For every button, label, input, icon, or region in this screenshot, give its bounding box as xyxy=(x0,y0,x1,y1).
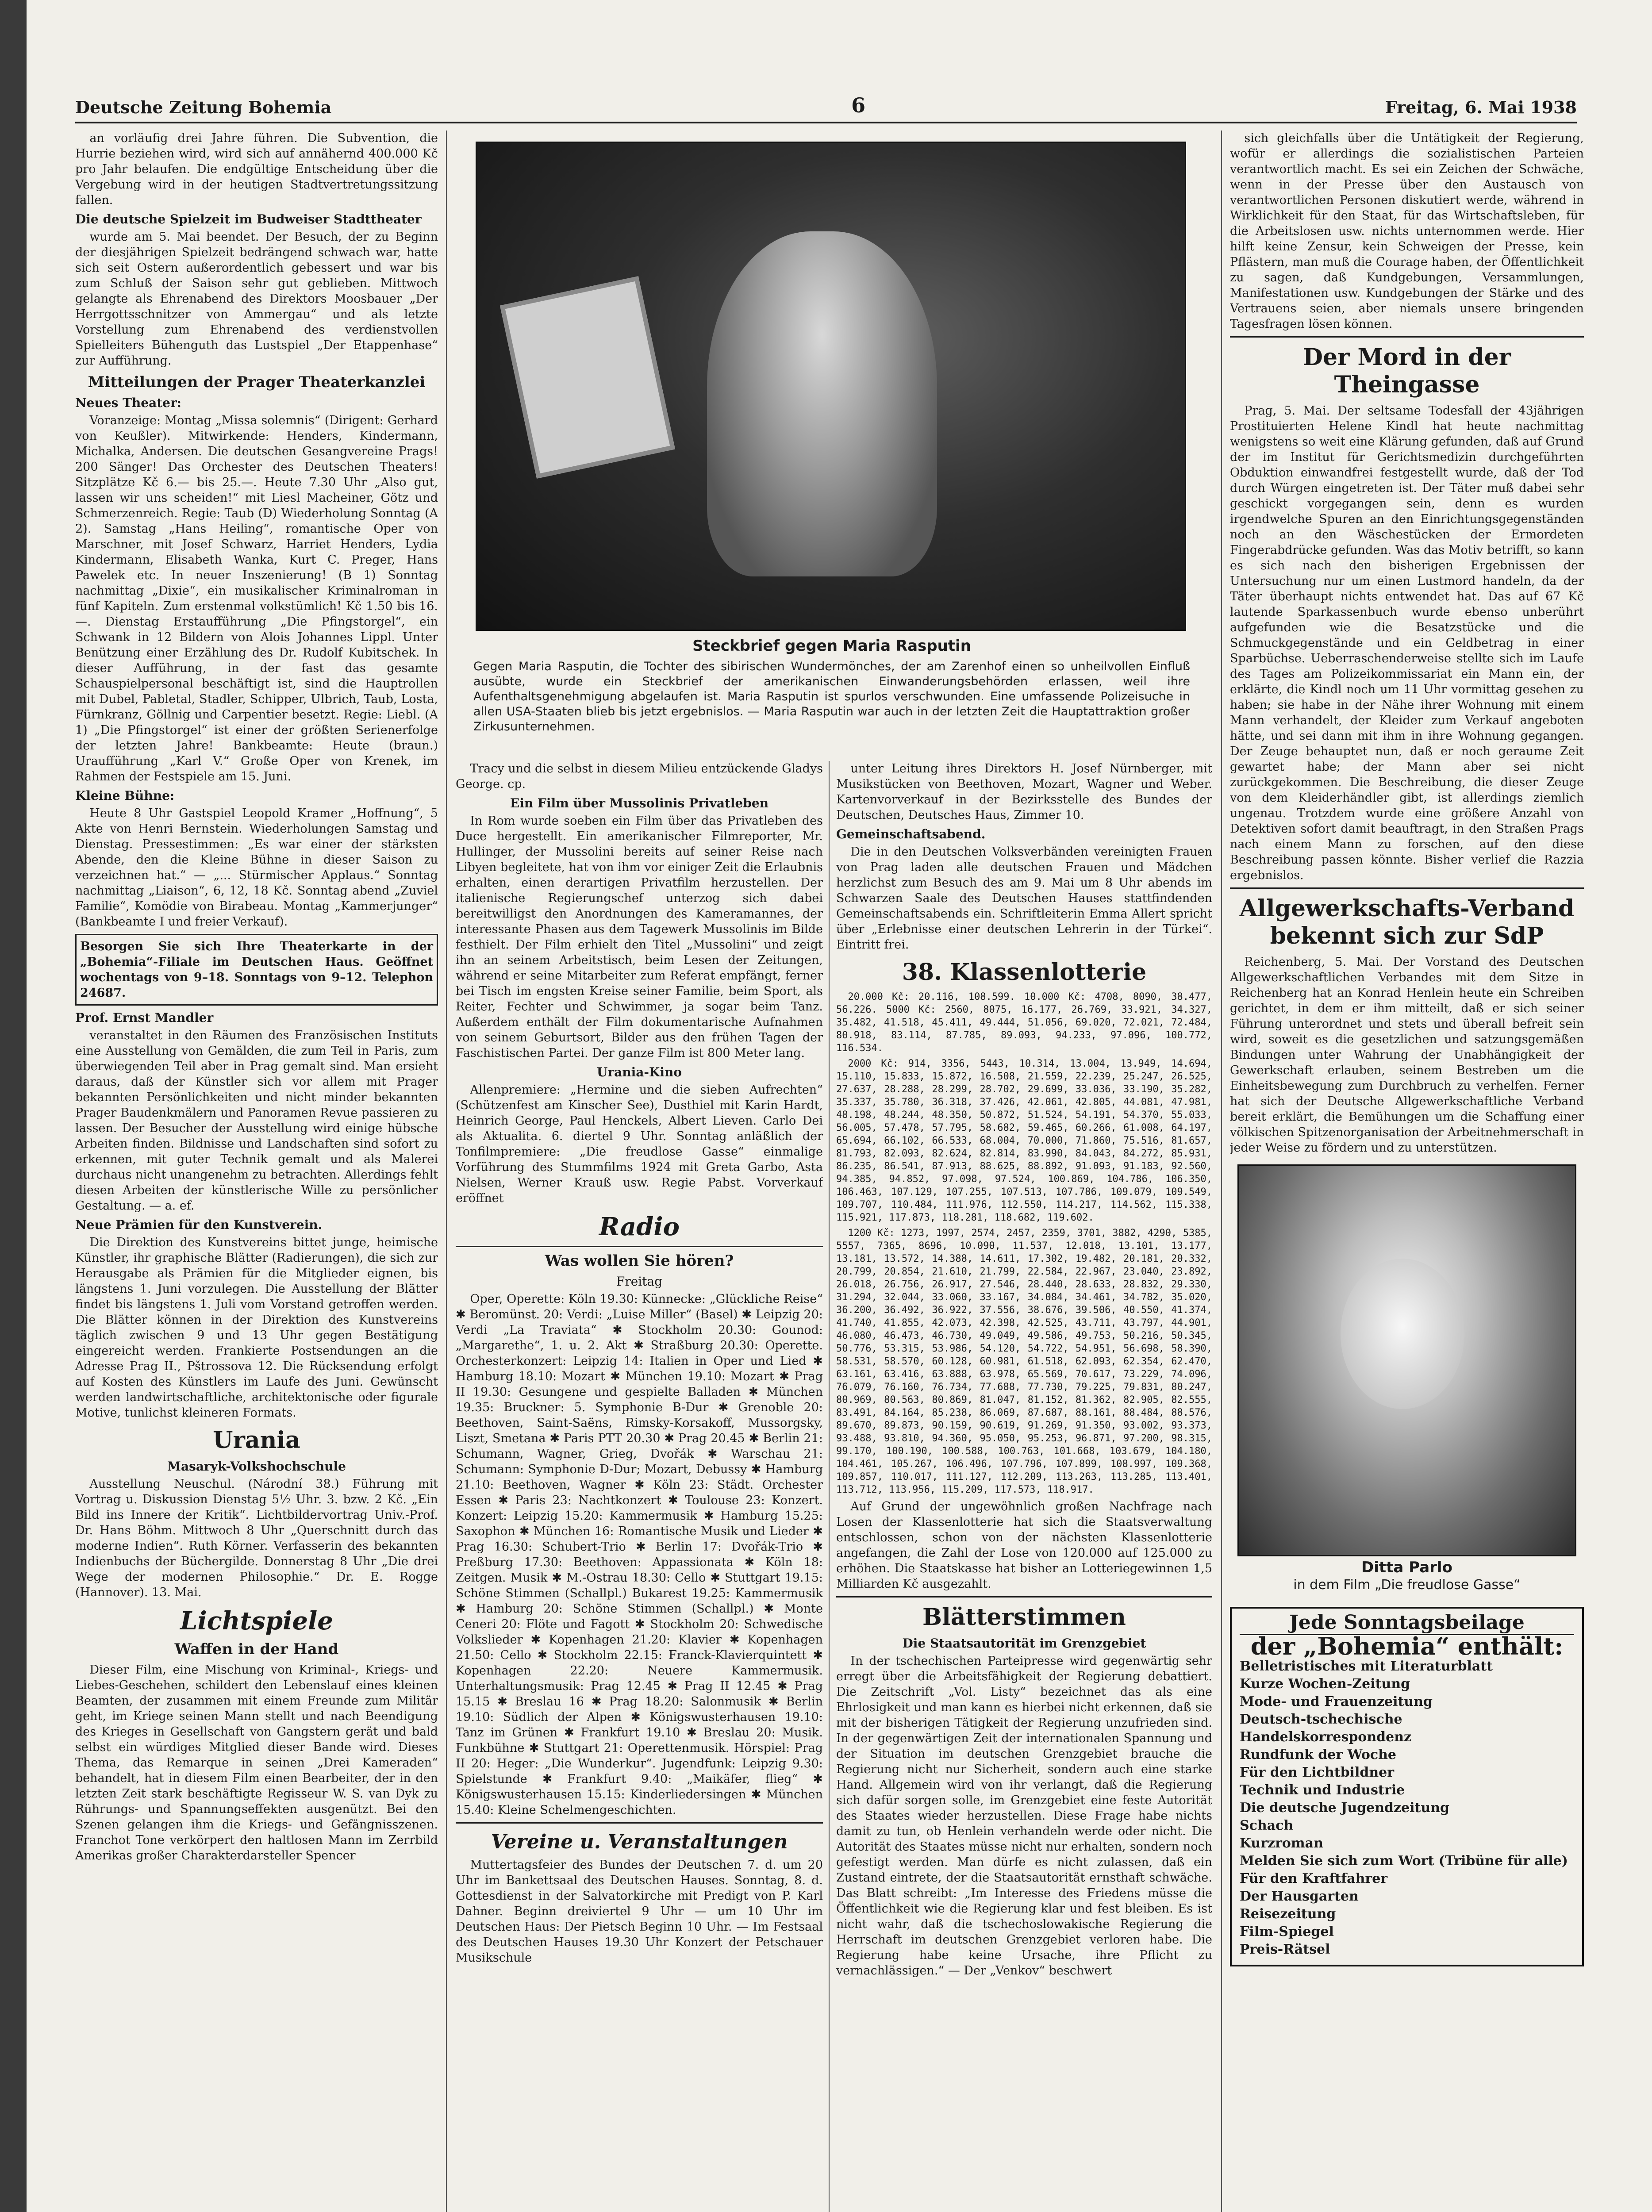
article-heading: Ein Film über Mussolinis Privatleben xyxy=(510,796,769,810)
ticket-box xyxy=(75,934,438,1006)
photo-caption-text: in dem Film „Die freudlose Gasse“ xyxy=(1293,1577,1521,1593)
section-title: Urania xyxy=(213,1427,300,1454)
subheading: Prof. Ernst Mandler xyxy=(75,1010,214,1025)
section-title: Allgewerkschafts-Verband bekennt sich zur SdP xyxy=(1239,895,1575,949)
lottery-line: 2000 Kč: 914, 3356, 5443, 10.314, 13.004, 13.949, 14.694, 15.110, 15.833, 15.872, 16.508, 21.559, 22.239, 25.247, 26.525, 27.637, 28.288, 28.299, 28.702, 29.699, 33.036, 33.190, 35.282, 35.337, 35.780, 36.318, 37.426, 42.061, 42.805, 44.081, 47.981, 48.198, 48.244, 48.350, 50.872, 51.524, 54.191, 54.370, 55.033, 56.005, 57.478, 57.795, 58.682, 59.465, 60.266, 61.008, 64.197, 65.694, 66.102, 66.533, 68.004, 70.000, 71.860, 75.516, 81.657, 81.793, 82.093, 82.624, 82.814, 83.990, 84.043, 84.272, 85.931, 86.235, 86.541, 87.913, 88.625, 88.892, 91.093, 91.183, 92.560, 94.385, 94.852, 97.098, 97.524, 100.869, 104.786, 106.350, 106.463, 107.129, 107.255, 107.513, 107.786, 109.079, 109.549, 109.707, 110.484, 111.976, 112.550, 114.217, 114.562, 115.338, 115.921, 117.873, 118.281, 118.682, 119.602. xyxy=(836,1058,1212,1223)
photo-name: Ditta Parlo xyxy=(1361,1559,1452,1576)
list-item: Schach xyxy=(1240,1818,1294,1833)
list-item: Belletristisches mit Literaturblatt xyxy=(1240,1659,1493,1674)
photo-title: Steckbrief gegen Maria Rasputin xyxy=(692,637,971,655)
column-1 xyxy=(75,131,438,2212)
list-item: Der Hausgarten xyxy=(1240,1889,1359,1904)
column-2 xyxy=(456,761,823,2212)
section-title: Lichtspiele xyxy=(180,1606,333,1636)
sunday-supplement-box xyxy=(1230,1607,1584,1966)
list-item: Melden Sie sich zum Wort (Tribüne für alle) xyxy=(1240,1853,1568,1869)
column-divider xyxy=(829,761,830,2212)
subheading: Neues Theater: xyxy=(75,396,182,410)
article-text: wurde am 5. Mai beendet. Der Besuch, der zu Beginn der diesjährigen Spielzeit bedrängend schwach war, hatte sich seit Ostern außerordentlich gebessert und war bis zum Schluß der Saison sehr gut geblieben. Mittwoch gelangte als Ehrenabend des Direktors Moosbauer „Der Herrgottsschnitzer von Ammergau“ und als letzte Vorstellung zum Ehrenabend des verdienstvollen Spielleiters Bühenguth das Lustspiel „Der Etappenhase“ zur Aufführung. xyxy=(75,230,438,368)
subheading: Urania-Kino xyxy=(596,1065,682,1079)
article-text: Muttertagsfeier des Bundes der Deutschen 7. d. um 20 Uhr im Bankettsaal des Deutschen Hauses. Sonntag, 8. d. Gottesdienst in der Salvatorkirche mit Predigt von P. Karl Dahner. Beginn dreiviertel 9 Uhr — um 10 Uhr im Deutschen Haus: Der Pietsch Beginn 10 Uhr. — Im Festsaal des Deutschen Hauses 19.30 Uhr Konzert der Petschauer Musikschule xyxy=(456,1858,823,1965)
article-text: Tracy und die selbst in diesem Milieu entzückende Gladys George. cp. xyxy=(456,762,823,791)
article-text: Auf Grund der ungewöhnlich großen Nachfrage nach Losen der Klassenlotterie hat sich die Staatsverwaltung entschlossen, schon von der nächsten Klassenlotterie angefangen, die Zahl der Lose von 120.000 auf 125.000 zu erhöhen. Die Staatskasse hat bisher an Lotteriegewinnen 1,5 Milliarden Kč ausgezahlt. xyxy=(836,1500,1212,1591)
article-text: Heute 8 Uhr Gastspiel Leopold Kramer „Hoffnung“, 5 Akte von Henri Bernstein. Wiederholungen Samstag und Dienstag. Pressestimmen: „Es war einer der stärksten Abende, den die Kleine Bühne in dieser Saison zu verzeichnen hat.“ — „... Stürmischer Applaus.“ Sonntag nachmittag „Liaison“, 6, 12, 18 Kč. Sonntag abend „Zuviel Familie“, Komödie von Birabeau. Montag „Kammerjunger“ (Bankbeamte I und freier Verkauf). xyxy=(75,806,438,929)
list-item: Für den Kraftfahrer xyxy=(1240,1871,1388,1886)
article-text: Die in den Deutschen Volksverbänden vereinigten Frauen von Prag laden alle deutschen Frauen und Mädchen herzlichst zum Besuch des am 9. Mai um 8 Uhr abends im Schwarzen Saale des Deutschen Hauses stattfindenden Gemeinschaftsabends ein. Schriftleiterin Emma Allert spricht über „Erlebnisse einer deutschen Lehrerin in der Türkei“. Eintritt frei. xyxy=(836,845,1212,952)
article-heading: Die deutsche Spielzeit im Budweiser Stadttheater xyxy=(75,212,422,227)
article-text: In Rom wurde soeben ein Film über das Privatleben des Duce hergestellt. Ein amerikanischer Filmreporter, Mr. Hullinger, der Mussolini bereits auf seiner Reise nach Libyen begleitete, hat von ihm vor einiger Zeit die Erlaubnis erhalten, einen derartigen Privatfilm herzustellen. Der italienische Regierungschef unterzog sich dabei bereitwilligst den Anordnungen des Kameramannes, der interessante Phasen aus dem Tagewerk Mussolinis im Bilde festhielt. Der Film erhielt den Titel „Mussolini“ und zeigt ihn an seinem Arbeitstisch, beim Lesen der Zeitungen, während er seine Mitarbeiter zum Referat empfängt, ferner bei Tisch im engsten Kreise seiner Familie, beim Sport, als Reiter, Fechter und Schwimmer, ja sogar beim Tanz. Außerdem enthält der Film dokumentarische Aufnahmen von seinem Geburtsort, Bilder aus den frühen Tagen der Faschistischen Partei. Der ganze Film ist 800 Meter lang. xyxy=(456,814,823,1060)
list-item: Kurze Wochen-Zeitung xyxy=(1240,1676,1410,1692)
rule xyxy=(1230,336,1584,338)
rule xyxy=(1230,887,1584,889)
article-text: Die Direktion des Kunstvereins bittet junge, heimische Künstler, ihr graphische Blätter (Radierungen), die sich zur Herausgabe als Prämien für die Mitglieder eignen, bis längstens 1. Juni vorzulegen. Die Ausstellung der Blätter findet bis längstens 1. Juli vom Vorstand getroffen werden. Die Blätter können in der Direktion des Kunstvereins täglich zwischen 9 und 13 Uhr gegen Bestätigung eingereicht werden. Frankierte Postsendungen an die Adresse Prag II., Pštrossova 12. Die Rücksendung erfolgt auf Kosten des Künstlers im Laufe des Juni. Gewünscht werden landwirtschaftliche, architektonische oder figurale Motive, tunlichst kleineren Formats. xyxy=(75,1236,438,1420)
masthead: Deutsche Zeitung Bohemia xyxy=(75,97,332,117)
subheading: Masaryk-Volkshochschule xyxy=(167,1459,346,1474)
article-text: sich gleichfalls über die Untätigkeit der Regierung, wofür er allerdings die sozialistischen Parteien verantwortlich macht. Es sei ein Zeichen der Schwäche, wenn in der Presse über den Austausch von verantwortlichen Personen diskutiert werde, während in Wirklichkeit für den Staat, für das Wirtschaftsleben, für die Arbeitslosen usw. nichts unternommen werde. Hier hilft keine Zensur, kein Schweigen der Presse, kein Pflästern, man muß die Courage haben, der Öffentlichkeit zu sagen, daß Kundgebungen, Versammlungen, Manifestationen usw. Kundgebungen der Stärke und des Vertrauens seien, aber niemals unsere bringenden Tagesfragen lösen können. xyxy=(1230,131,1584,331)
rasputin-photo-block xyxy=(456,133,1208,743)
page-number: 6 xyxy=(851,93,866,117)
ticket-text: Besorgen Sie sich Ihre Theaterkarte in der „Bohemia“-Filiale im Deutschen Haus. Geöffnet wochentags von 9–18. Sonntags von 9–12. Telephon 24687. xyxy=(80,940,433,1000)
rule xyxy=(836,1596,1212,1598)
lottery-line: 1200 Kč: 1273, 1997, 2574, 2457, 2359, 3701, 3882, 4290, 5385, 5557, 7365, 8696, 10.090, 11.537, 12.018, 13.101, 13.177, 13.181, 13.572, 14.388, 14.611, 17.302, 19.482, 20.181, 20.332, 20.799, 20.854, 21.610, 21.799, 22.584, 22.967, 23.040, 23.892, 26.018, 26.756, 26.917, 27.546, 28.440, 28.633, 28.832, 29.330, 31.294, 32.044, 33.060, 33.167, 34.084, 34.461, 34.782, 35.020, 36.200, 36.492, 36.922, 37.556, 38.676, 39.506, 40.550, 41.374, 41.740, 41.855, 42.073, 42.398, 42.525, 43.711, 43.797, 44.901, 46.080, 46.473, 46.730, 49.049, 49.586, 49.753, 50.216, 50.345, 50.776, 53.315, 53.986, 54.120, 54.722, 54.951, 56.698, 58.390, 58.531, 58.570, 60.128, 60.981, 61.518, 62.093, 62.354, 62.470, 63.161, 63.416, 63.888, 63.978, 65.569, 70.617, 73.229, 74.096, 76.079, 76.160, 76.734, 77.688, 77.730, 79.225, 79.831, 80.247, 80.969, 80.563, 80.869, 81.047, 81.152, 81.362, 82.905, 82.555, 83.491, 84.164, 85.238, 86.069, 87.687, 88.161, 88.484, 88.576, 89.670, 89.873, 90.159, 90.619, 91.269, 91.350, 93.002, 93.373, 93.488, 93.810, 94.360, 95.050, 95.253, 96.871, 97.200, 98.315, 99.170, 100.190, 100.588, 100.763, 101.668, 103.679, 104.180, 104.461, 105.267, 106.496, 107.796, 107.899, 108.997, 109.368, 109.857, 110.017, 111.127, 112.209, 113.263, 113.285, 113.401, 113.712, 113.956, 115.209, 117.573, 118.917. xyxy=(836,1228,1212,1495)
article-text: Dieser Film, eine Mischung von Kriminal-, Kriegs- und Liebes-Geschehen, schildert den Lebenslauf eines kleinen Beamten, der zusammen mit einem Freunde zum Militär geht, im Kriege seinen Mann stellt und nach Beendigung des Krieges in Gesellschaft von Gangstern gerät und bald selbst ein würdiges Mitglied dieser Bande wird. Dieses Thema, das Remarque in seinen „Drei Kameraden“ behandelt, hat in diesem Film einen Bearbeiter, der in den letzten Zeit stark beschäftigte Regisseur W. S. van Dyk zu Rührungs- und Spannungseffekten ausgenützt. Bei den Szenen gelangen ihm die Kriegs- und Gefängnisszenen. Franchot Tone verkörpert den haltlosen Mann im Zerrbild Amerikas großer Charakterdarsteller Spencer xyxy=(75,1663,438,1863)
list-item: Kurzroman xyxy=(1240,1836,1323,1851)
supplement-list xyxy=(1240,1658,1574,1959)
photo-caption xyxy=(1230,1559,1584,1594)
article-text: Prag, 5. Mai. Der seltsame Todesfall der 43jährigen Prostituierten Helene Kindl hat heute nachmittag wenigstens so weit eine Klärung gefunden, daß auf Grund der im Institut für Gerichtsmedizin durchgeführten Obduktion einwandfrei festgestellt wurde, daß der Tod durch Würgen eingetreten ist. Der Täter muß dabei sehr geschickt vorgegangen sein, denn es wurden irgendwelche Spuren an den Einrichtungsgegenständen noch an den Wäschestücken der Ermordeten Fingerabdrücke gefunden. Was das Motiv betrifft, so kann es sich nach den bisherigen Ergebnissen der Untersuchung nur um einen Lustmord handeln, da der Täter überhaupt nichts entwendet hat. Das auf 67 Kč lautende Sparkassenbuch wurde ebenso unberührt aufgefunden wie die Besatzstücke und die Schmuckgegenstände und ein Geldbetrag in einer Sparbüchse. Ueberraschenderweise stellte sich im Laufe des Tages am Polizeikommissariat ein Mann ein, der erklärte, die Kindl noch um 11 Uhr vormittag gesehen zu haben; sie habe in der Nähe ihrer Wohnung mit einem Mann verhandelt, der Kleider zum Verkauf angeboten hätte, und sei dann mit ihm in ihre Wohnung gegangen. Der Zeuge behauptet nun, daß er noch geraume Zeit gewartet habe; der Mann aber sei nicht zurückgekommen. Die Beschreibung, die dieser Zeuge von dem Kleiderhändler gibt, ist allerdings ziemlich ungenau. Trotzdem wurde eine größere Anzahl von Detektiven sofort damit beauftragt, in den Straßen Prags nach einem Mann zu forschen, auf den diese Beschreibung passen könnte. Bisher verlief die Razzia ergebnislos. xyxy=(1230,404,1584,882)
section-title: Vereine u. Veranstaltungen xyxy=(491,1831,788,1853)
header-rule xyxy=(75,122,1577,123)
list-item: Rundfunk der Woche xyxy=(1240,1747,1397,1763)
supplement-title: Jede Sonntagsbeilage xyxy=(1240,1615,1574,1635)
article-text: Ausstellung Neuschul. (Národní 38.) Führung mit Vortrag u. Diskussion Dienstag 5½ Uhr. 3. bzw. 2 Kč. „Ein Bild ins Innere der Kritik“. Lichtbildervortrag Univ.-Prof. Dr. Hans Böhm. Mittwoch 8 Uhr „Querschnitt durch das moderne Indien“. Ruth Körner. Verfasserin des bekannten Indienbuchs der Büchergilde. Donnerstag 8 Uhr „Die drei Wege der modernen Philosophie.“ Dr. E. Rogge (Hannover). 13. Mai. xyxy=(75,1477,438,1599)
list-item: Technik und Industrie xyxy=(1240,1782,1405,1798)
section-title: Mitteilungen der Prager Theaterkanzlei xyxy=(88,373,426,391)
issue-date: Freitag, 6. Mai 1938 xyxy=(1385,97,1577,117)
subheading: Die Staatsautorität im Grenzgebiet xyxy=(902,1636,1146,1651)
subheading: Gemeinschaftsabend. xyxy=(836,827,986,841)
article-heading: Waffen in der Hand xyxy=(174,1640,339,1658)
section-title: Der Mord in der Theingasse xyxy=(1302,344,1511,398)
article-text: In der tschechischen Parteipresse wird gegenwärtig sehr erregt über die Arbeitsfähigkeit der Regierung debattiert. Die Zeitschrift „Vol. Listy“ bezeichnet das als eine Ehrlosigkeit und man kann es hierbei nicht erkennen, daß sie mit der bisherigen Tätigkeit der Regierung unzufrieden sind. In der gegenwärtigen Zeit der internationalen Spannung und der Situation im deutschen Grenzgebiet brauche die Regierung nicht nur Sicherheit, sondern auch eine starke Hand. Allgemein wird von ihr verlangt, daß die Regierung sich dafür sorgen solle, im Grenzgebiet eine feste Autorität des Staates wieder herzustellen. Diese Frage habe nichts damit zu tun, ob Henlein verhandeln werde oder nicht. Die Autorität des Staates müsse nicht nur erhalten, sondern noch gefestigt werden. Man dürfe es nicht zulassen, daß ein Zustand eintrete, der die Staatsautorität ernsthaft schwäche. Das Blatt schreibt: „Im Interesse des Friedens müsse die Öffentlichkeit wie die Regierung klar und fest bleiben. Es ist nicht wahr, daß die tschechoslowakische Regierung die Herrschaft im deutschen Grenzgebiet verloren habe. Die Regierung habe keine Ursache, ihre Pflicht zu vernachlässigen.“ — Der „Venkov“ beschwert xyxy=(836,1654,1212,1978)
radio-day: Freitag xyxy=(616,1274,663,1289)
costumed-figure xyxy=(707,231,937,576)
rule xyxy=(456,1246,823,1247)
column-4 xyxy=(1230,131,1584,2212)
article-text: veranstaltet in den Räumen des Französischen Instituts eine Ausstellung von Gemälden, die zum Teil in Paris, zum überwiegenden Teil aber in Prag gemalt sind. Man ersieht daraus, daß der Künstler sich vor allem mit Prager bekannten Persönlichkeiten und nicht minder bekannten Prager Baudenkmälern und Panoramen Revue passieren zu lassen. Der Besucher der Ausstellung wird einige hübsche Arbeiten finden. Bildnisse und Landschaften sind sofort zu erkennen, mit guter Technik gemalt und als Malerei durchaus nicht unangenehm zu betrachten. Allerdings fehlt diesen Arbeiten der künstlerische Wille zu persönlicher Gestaltung. — a. ef. xyxy=(75,1029,438,1213)
photo-caption: Gegen Maria Rasputin, die Tochter des sibirischen Wundermönches, der am Zarenhof einen so unheilvollen Einfluß ausübte, wurde ein Steckbrief der amerikanischen Einwanderungsbehörden erlassen, weil ihre Aufenthaltsgenehmigung abgelaufen ist. Maria Rasputin ist spurlos verschwunden. Eine umfassende Polizeisuche in allen USA-Staaten blieb bis jetzt ergebnislos. — Maria Rasputin war auch in der letzten Zeit die Hauptattraktion großer Zirkusunternehmen. xyxy=(473,660,1190,733)
section-title: Blätterstimmen xyxy=(922,1604,1126,1631)
subheading: Neue Prämien für den Kunstverein. xyxy=(75,1217,323,1232)
rasputin-photo xyxy=(476,142,1186,631)
list-item: Film-Spiegel xyxy=(1240,1924,1334,1939)
ditta-parlo-photo xyxy=(1237,1164,1576,1556)
list-item: Die deutsche Jugendzeitung xyxy=(1240,1800,1450,1816)
lottery-results xyxy=(836,991,1212,1496)
rule xyxy=(456,1822,823,1824)
list-item: Mode- und Frauenzeitung xyxy=(1240,1694,1433,1709)
portrait-face xyxy=(1341,1259,1464,1409)
radio-program: Oper, Operette: Köln 19.30: Künnecke: „Glückliche Reise“ ✱ Beromünst. 20: Verdi: „Luise Miller“ (Basel) ✱ Leipzig 20: Verdi „La Traviata“ ✱ Stockholm 20.30: Gounod: „Margarethe“, 1. u. 2. Akt ✱ Straßburg 20.30: Operette. Orchesterkonzert: Leipzig 14: Italien in Oper und Lied ✱ Hamburg 18.10: Mozart ✱ München 19.10: Mozart ✱ Prag II 19.30: Gesungene und gespielte Balladen ✱ München 19.35: Bruckner: 5. Symphonie B-Dur ✱ Grenoble 20: Beethoven, Saint-Saëns, Rimsky-Korsakoff, Mussorgsky, Liszt, Smetana ✱ Paris PTT 20.30 ✱ Prag 20.45 ✱ Berlin 21: Schumann, Wagner, Grieg, Dvořák ✱ Warschau 21: Schumann: Symphonie D-Dur; Mozart, Debussy ✱ Hamburg 21.10: Beethoven, Wagner ✱ Köln 23: Städt. Orchester Essen ✱ Paris 23: Nachtkonzert ✱ Toulouse 23: Konzert. Konzert: Leipzig 15.20: Kammermusik ✱ Hamburg 15.25: Saxophon ✱ München 16: Romantische Musik und Lieder ✱ Prag 16.30: Schubert-Trio ✱ Berlin 17: Dvořák-Trio ✱ Preßburg 17.30: Beethoven: Appassionata ✱ Köln 18: Zeitgen. Musik ✱ M.-Ostrau 18.30: Cello ✱ Stuttgart 19.15: Schöne Stimmen (Schallpl.) Bukarest 19.25: Kammermusik ✱ Hamburg 20: Schöne Stimmen (Schallpl.) ✱ Monte Ceneri 20: Flöte und Fagott ✱ Stockholm 20: Schwedische Volkslieder ✱ Kopenhagen 21.20: Klavier ✱ Kopenhagen 21.50: Cello ✱ Stockholm 22.15: Franck-Klavierquintett ✱ Kopenhagen 22.20: Neuere Kammermusik. Unterhaltungsmusik: Prag 12.45 ✱ Prag II 12.45 ✱ Prag 15.15 ✱ Breslau 16 ✱ Prag 18.20: Salonmusik ✱ Berlin 19.10: Südlich der Alpen ✱ Königswusterhausen 19.10: Tanz im Grünen ✱ Frankfurt 19.10 ✱ Breslau 20: Musik. Funkbühne ✱ Stuttgart 21: Operettenmusik. Hörspiel: Prag II 20: Heger: „Die Wunderkur“. Jugendfunk: Leipzig 9.30: Spielstunde ✱ Frankfurt 9.40: „Maikäfer, flieg“ ✱ Königswusterhausen 15.15: Kinderliedersingen ✱ München 15.40: Kleine Schelmengeschichten. xyxy=(456,1292,823,1817)
article-text: Allenpremiere: „Hermine und die sieben Aufrechten“ (Schützenfest am Kinscher See), Dusthiel mit Karin Hardt, Heinrich George, Paul Henckels, Albert Lieven. Carlo Dei als Aktualita. 6. diertel 9 Uhr. Sonntag anläßlich der Tonfilmpremiere: „Die freudlose Gasse“ einmalige Vorführung des Stummfilms 1924 mit Greta Garbo, Asta Nielsen, Werner Krauß usw. Regie Pabst. Vorverkauf eröffnet xyxy=(456,1083,823,1205)
column-divider xyxy=(1221,131,1222,2212)
portrait-frame xyxy=(500,276,675,479)
list-item: Für den Lichtbildner xyxy=(1240,1765,1395,1780)
list-item: Deutsch-tschechische Handelskorrespondenz xyxy=(1240,1712,1412,1745)
article-text: Reichenberg, 5. Mai. Der Vorstand des Deutschen Allgewerkschaftlichen Verbandes mit dem Sitze in Reichenberg hat an Konrad Henlein heute ein Schreiben gerichtet, in dem er ihm mitteilt, daß er sich seiner Führung unterordnet und stets und überall befreit sein wird, soweit es die gesetzlichen und satzungsgemäßen Bindungen unter Wahrung der Unabhängigkeit der Gewerkschaft erlauben, seinem Bestreben um die Einheitsbewegung zum Durchbruch zu verhelfen. Ferner hat sich der Deutsche Allgewerkschaftliche Verband bereit erklärt, die Bemühungen um die Schaffung einer völkischen Spitzenorganisation der Arbeitnehmerschaft in jeder Weise zu fördern und zu unterstützen. xyxy=(1230,955,1584,1155)
page-header xyxy=(75,86,1577,117)
lottery-line: 20.000 Kč: 20.116, 108.599. 10.000 Kč: 4708, 8090, 38.477, 56.226. 5000 Kč: 2560, 8075, 16.177, 26.769, 33.921, 34.327, 35.482, 41.518, 45.411, 49.444, 51.056, 69.020, 72.021, 72.484, 80.918, 83.114, 87.785, 89.093, 94.233, 97.096, 100.772, 116.534. xyxy=(836,991,1212,1054)
section-title: Radio xyxy=(599,1212,680,1241)
column-3 xyxy=(836,761,1212,2212)
list-item: Reisezeitung xyxy=(1240,1906,1336,1922)
article-text: Voranzeige: Montag „Missa solemnis“ (Dirigent: Gerhard von Keußler). Mitwirkende: Henders, Kindermann, Michalka, Andersen. Die deutschen Gesangvereine Prags! 200 Sänger! Das Orchester des Deutschen Theaters! Sitzplätze Kč 6.— bis 25.—. Heute 7.30 Uhr „Also gut, lassen wir uns scheiden!“ mit Liesl Macheiner, Götz und Schmerzenreich. Regie: Taub (D) Wiederholung Sonntag (A 2). Samstag „Hans Heiling“, romantische Oper von Marschner, mit Josef Schwarz, Harriet Henders, Lydia Kindermann, Elisabeth Wanka, Kurt C. Preger, Hans Pawelek etc. In neuer Inszenierung! (B 1) Sonntag nachmittag „Dixie“, ein musikalischer Kriminalroman in fünf Kapiteln. Zum erstenmal volkstümlich! Kč 1.50 bis 16.—. Dienstag Erstaufführung „Die Pfingstorgel“, ein Schwank in 12 Bildern von Alois Johannes Lippl. Unter Benützung einer Erzählung des Dr. Rudolf Kubitschek. In dieser Aufführung, in der fast das gesamte Schauspielpersonal beschäftigt ist, sind die Hauptrollen mit Dubel, Pabletal, Stadler, Schipper, Ulbrich, Taub, Losta, Fürnkranz, Göllnig und Carpentier besetzt. Regie: Liebl. (A 1) „Die Pfingstorgel“ ist einer der größten Serienerfolge der letzten Jahre! Bankbeamte: Heute (braun.) Uraufführung „Karl V.“ Große Oper von Krenek, im Rahmen der Festspiele am 15. Juni. xyxy=(75,414,438,783)
article-text: an vorläufig drei Jahre führen. Die Subvention, die Hurrie beziehen wird, wird sich auf annähernd 400.000 Kč pro Jahr belaufen. Die endgültige Entscheidung über die Vergebung wird in der heutigen Stadtvertretungssitzung fallen. xyxy=(75,131,438,207)
scan-edge xyxy=(0,0,27,2212)
supplement-subtitle: der „Bohemia“ enthält: xyxy=(1250,1632,1564,1660)
subheading: Kleine Bühne: xyxy=(75,788,175,803)
column-divider xyxy=(446,131,447,2212)
section-title: 38. Klassenlotterie xyxy=(902,959,1147,986)
article-text: unter Leitung ihres Direktors H. Josef Nürnberger, mit Musikstücken von Beethoven, Mozart, Wagner und Weber. Kartenvorverkauf in der Bezirksstelle des Bundes der Deutschen, Deutsches Haus, Zimmer 10. xyxy=(836,762,1212,822)
section-subtitle: Was wollen Sie hören? xyxy=(545,1252,734,1270)
list-item: Preis-Rätsel xyxy=(1240,1942,1330,1957)
